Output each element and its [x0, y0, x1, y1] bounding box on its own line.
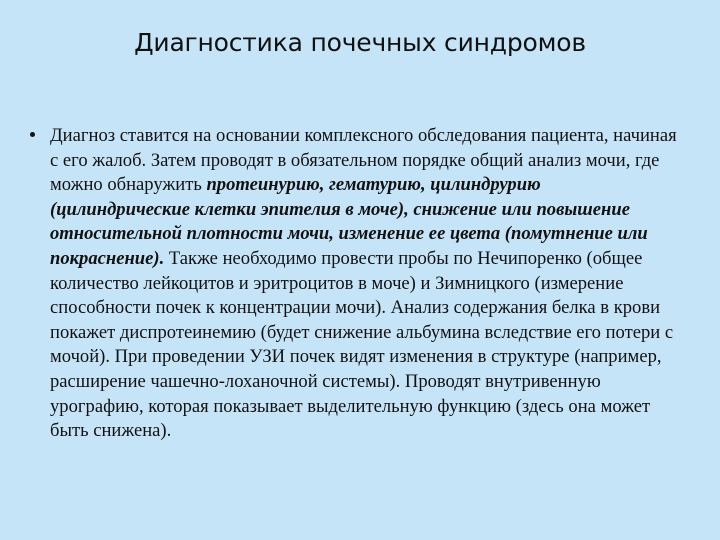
bullet-list-item — [30, 124, 680, 444]
bullet-paragraph — [50, 124, 680, 444]
paragraph-emphasis: протеинурию, гематурию, цилиндрурию (цилиндрические клетки эпителия в моче), снижение или повышение относительной плотности мочи, изменение ее цвета (помутнение или покраснение). — [50, 174, 648, 269]
paragraph-text-end: Также необходимо провести пробы по Нечипоренко (общее количество лейкоцитов и эритроцитов в моче) и Зимницкого (измерение способности почек к концентрации мочи). Анализ содержания белка в крови покажет диспротеинемию (будет снижение альбумина вследствие его потери с мочой). При проведении УЗИ почек видят изменения в структуре (например, расширение чашечно-лоханочной системы). Проводят внутривенную урографию, которая показывает выделительную функцию (здесь она может быть снижена). — [50, 247, 674, 442]
slide-title: Диагностика почечных синдромов — [134, 28, 586, 57]
paragraph-text-start: Диагноз ставится на основании комплексного обследования пациента, начиная с его жалоб. Затем проводят в обязательном порядке общий анализ мочи, где можно обнаружить — [50, 125, 677, 196]
bullet-marker-icon — [30, 132, 35, 137]
